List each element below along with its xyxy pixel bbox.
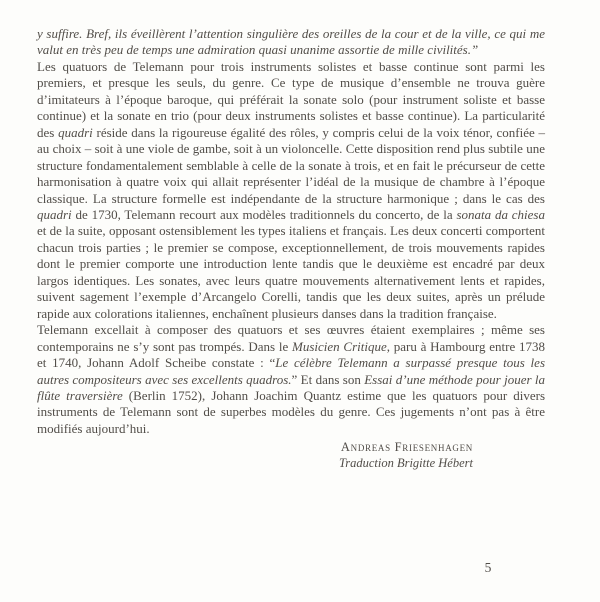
italic-text-run: quadri [58, 124, 93, 140]
italic-text-run: sonata da chiesa [456, 206, 545, 222]
italic-text-run: Essai d’une méthode pour jouer la flûte traversière [37, 371, 546, 403]
translation-credit: Traduction Brigitte Hébert [338, 455, 473, 470]
italic-text-run: Le célèbre Telemann a surpassé presque tous les autres compositeurs avec ses excellents quadros. [37, 355, 545, 387]
text-run: Telemann excellait à composer des quatuors et ses œuvres étaient exemplaires ; même ses contemporains ne s’y sont pas trompés. Dans le [37, 322, 545, 354]
liner-notes-body [37, 26, 545, 471]
text-run: et de la suite, opposant ostensiblement les types italiens et français. Les deux concerti comportent chacun trois parties ; le premier se compose, exceptionnellement, de trois mouvements rapides dont le premier comporte une introduction lente tandis que le deuxième est encadré par deux largos identiques. Les sonates, avec leurs quatre mouvements alternativement lents et rapides, suivent sagement l’exemple d’Arcangelo Corelli, tandis que les deux suites, après un prélude rapide aux colorations italiennes, enchaînent plusieurs danses dans la tradition française. [37, 223, 545, 321]
page-number: 5 [484, 560, 492, 575]
paragraphs-container [37, 26, 545, 437]
text-run: réside dans la rigoureuse égalité des rôles, y compris celui de la voix ténor, confiée – au choix – soit à une viole de gambe, soit à un violoncelle. Cette disposition rend plus subtile une structure fondamentalement semblable à celle de la sonate à trois, et en fait le précurseur de cette harmonisation à quatre voix qui allait représenter l’idéal de la musique de chambre à l’époque classique. La structure formelle est indépendante de la structure harmonique ; dans le cas des [37, 124, 545, 206]
signature-block [37, 440, 545, 471]
italic-text-run: Musicien Critique [291, 338, 387, 354]
italic-text-run: quadri [37, 206, 72, 222]
author-name: Andreas Friesenhagen [340, 440, 473, 455]
italic-text-run: y suffire. Bref, ils éveillèrent l’attention singulière des oreilles de la cour et de la ville, ce qui me valut en très peu de temps une admiration quasi unanime assortie de mille civilités.” [37, 26, 545, 58]
body-paragraph-1 [37, 59, 545, 322]
text-run: ” Et dans son [291, 371, 365, 387]
text-run: Les quatuors de Telemann pour trois instruments solistes et basse continue sont parmi les premiers, et presque les seuls, du genre. Ce type de musique d’ensemble ne trouva guère d’imitateurs à l’époque baroque, qui préférait la sonate solo (pour instrument soliste et basse continue) et la sonate en trio (pour deux instruments solistes et basse continue). La particularité des [37, 58, 545, 140]
body-paragraph-2 [37, 322, 545, 437]
text-run: (Berlin 1752), Johann Joachim Quantz estime que les quatuors pour divers instruments de Telemann sont de superbes modèles du genre. Ces jugements n’ont pas à être modifiés aujourd’hui. [37, 387, 546, 436]
opening-quote-paragraph [37, 26, 545, 59]
text-run: de 1730, Telemann recourt aux modèles traditionnels du concerto, de la [71, 206, 457, 222]
text-run: , paru à Hambourg entre 1738 et 1740, Johann Adolf Scheibe constate : “ [37, 338, 545, 371]
